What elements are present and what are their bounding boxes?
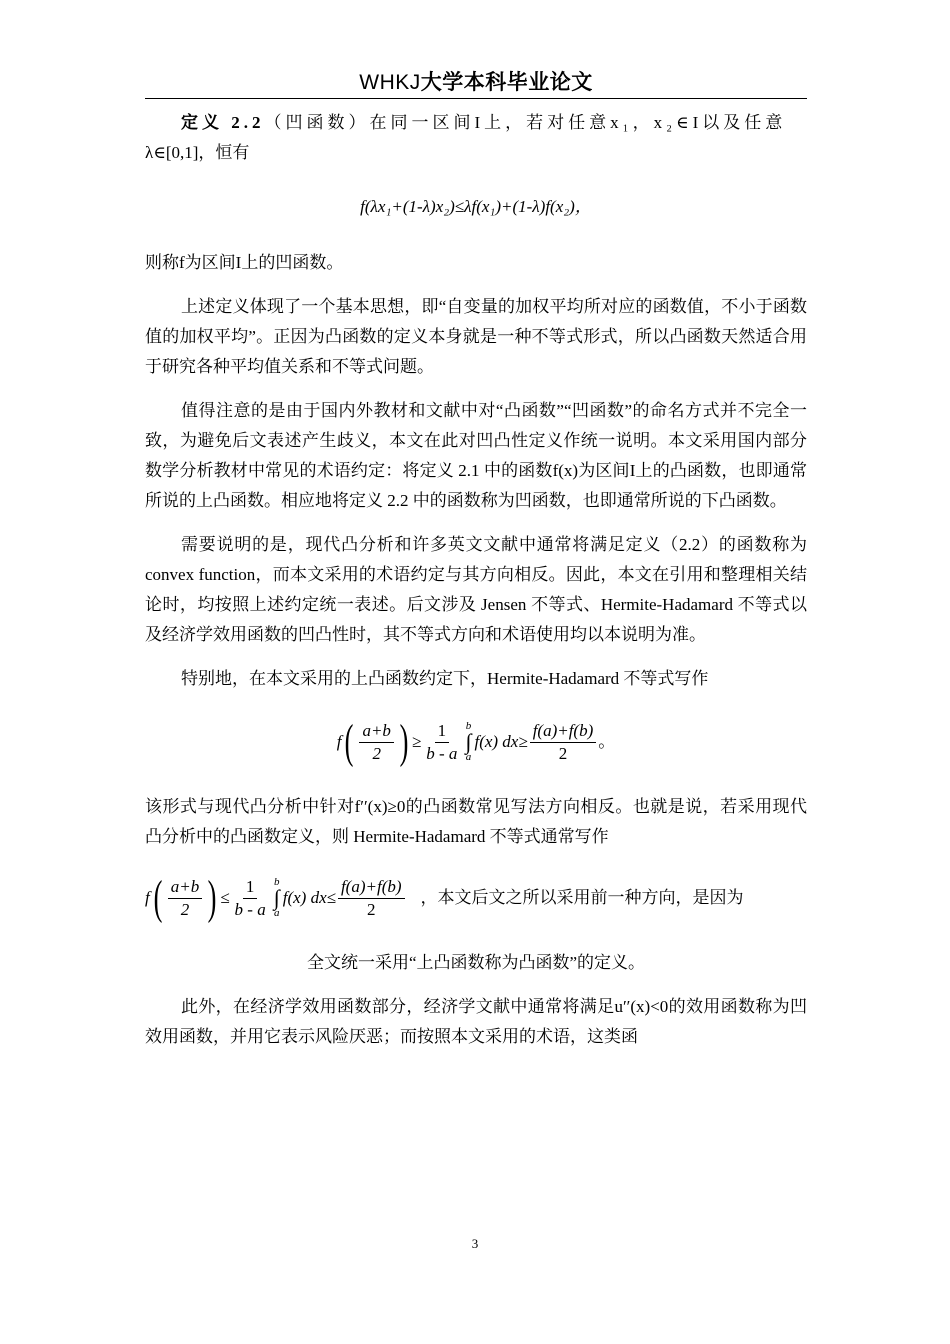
hermite-hadamard-modern: f ( $\frac{a+b}{2}$ ) ≤ $\frac{1}{b - a}$ b ∫ a f(x) dx≤ $\frac{f(a)+f(b)}{2}$ ，本文后文之所以采用前一种方向，是因为 bbox=[145, 871, 744, 924]
definition-line2: λ∈[0,1]，恒有 bbox=[145, 143, 250, 162]
running-header bbox=[145, 60, 807, 99]
page-body bbox=[145, 108, 807, 1052]
concave-inequality: f(λx₁+(1-λ)x₂)≤λf(x₁)+(1-λ)f(x₂)， bbox=[360, 197, 592, 216]
paragraph-hh-intro: 特别地，在本文采用的上凸函数约定下，Hermite-Hadamard 不等式写作 bbox=[181, 669, 709, 688]
hermite-hadamard-upper-convex: f ( $\frac{a+b}{2}$ ) ≥ $\frac{1}{b - a}$ b ∫ a f(x) dx≥ $\frac{f(a)+f(b)}{2}$ 。 bbox=[336, 715, 616, 768]
header-latin: WHKJ bbox=[359, 71, 421, 94]
definition-label: 定义 2.2 bbox=[181, 113, 265, 132]
paragraph-direction: 该形式与现代凸分析中针对f′′(x)≥0的凸函数常见写法方向相反。也就是说，若采用现代凸分析中的凸函数定义，则 Hermite-Hadamard 不等式通常写作 bbox=[145, 797, 807, 846]
paragraph-utility: 此外，在经济学效用函数部分，经济学文献中通常将满足u′′(x)<0的效用函数称为凹效用函数，并用它表示风险厌恶；而按照本文采用的术语，这类函 bbox=[145, 997, 807, 1046]
header-title: 大学本科毕业论文 bbox=[420, 70, 593, 94]
paragraph-terminology: 值得注意的是由于国内外教材和文献中对“凸函数”“凹函数”的命名方式并不完全一致，为避免后文表述产生歧义，本文在此对凹凸性定义作统一说明。本文采用国内部分数学分析教材中常见的术语约定：将定义 2.1 中的函数f(x)为区间I上的凸函数，也即通常所说的上凸函数。相应地将定义 2.2 中的函数称为凹函数，也即通常所说的下凸函数。 bbox=[145, 401, 807, 510]
definition-text: （凹函数）在同一区间I上，若对任意x₁，x₂∈I以及任意 bbox=[264, 113, 787, 132]
paragraph-basic-idea: 上述定义体现了一个基本思想，即“自变量的加权平均所对应的函数值，不小于函数值的加权平均”。正因为凸函数的定义本身就是一种不等式形式，所以凸函数天然适合用于研究各种平均值关系和不等式问题。 bbox=[145, 297, 807, 376]
definition-paragraph bbox=[145, 108, 807, 138]
formula-trailing-text: ，本文后文之所以采用前一种方向，是因为 bbox=[420, 888, 744, 907]
paragraph-convention: 需要说明的是，现代凸分析和许多英文文献中通常将满足定义（2.2）的函数称为 convex function，而本文采用的术语约定与其方向相反。因此，本文在引用和整理相关结论时，均按照上述约定统一表述。后文涉及 Jensen 不等式、Hermite-Hadamard 不等式以及经济学效用函数的凹凸性时，其不等式方向和术语使用均以本说明为准。 bbox=[145, 535, 807, 644]
concave-definition: 则称f为区间I上的凹函数。 bbox=[145, 253, 344, 272]
unified-definition-line: 全文统一采用“上凸函数称为凸函数”的定义。 bbox=[306, 953, 646, 972]
page-number: 3 bbox=[471, 1236, 479, 1251]
